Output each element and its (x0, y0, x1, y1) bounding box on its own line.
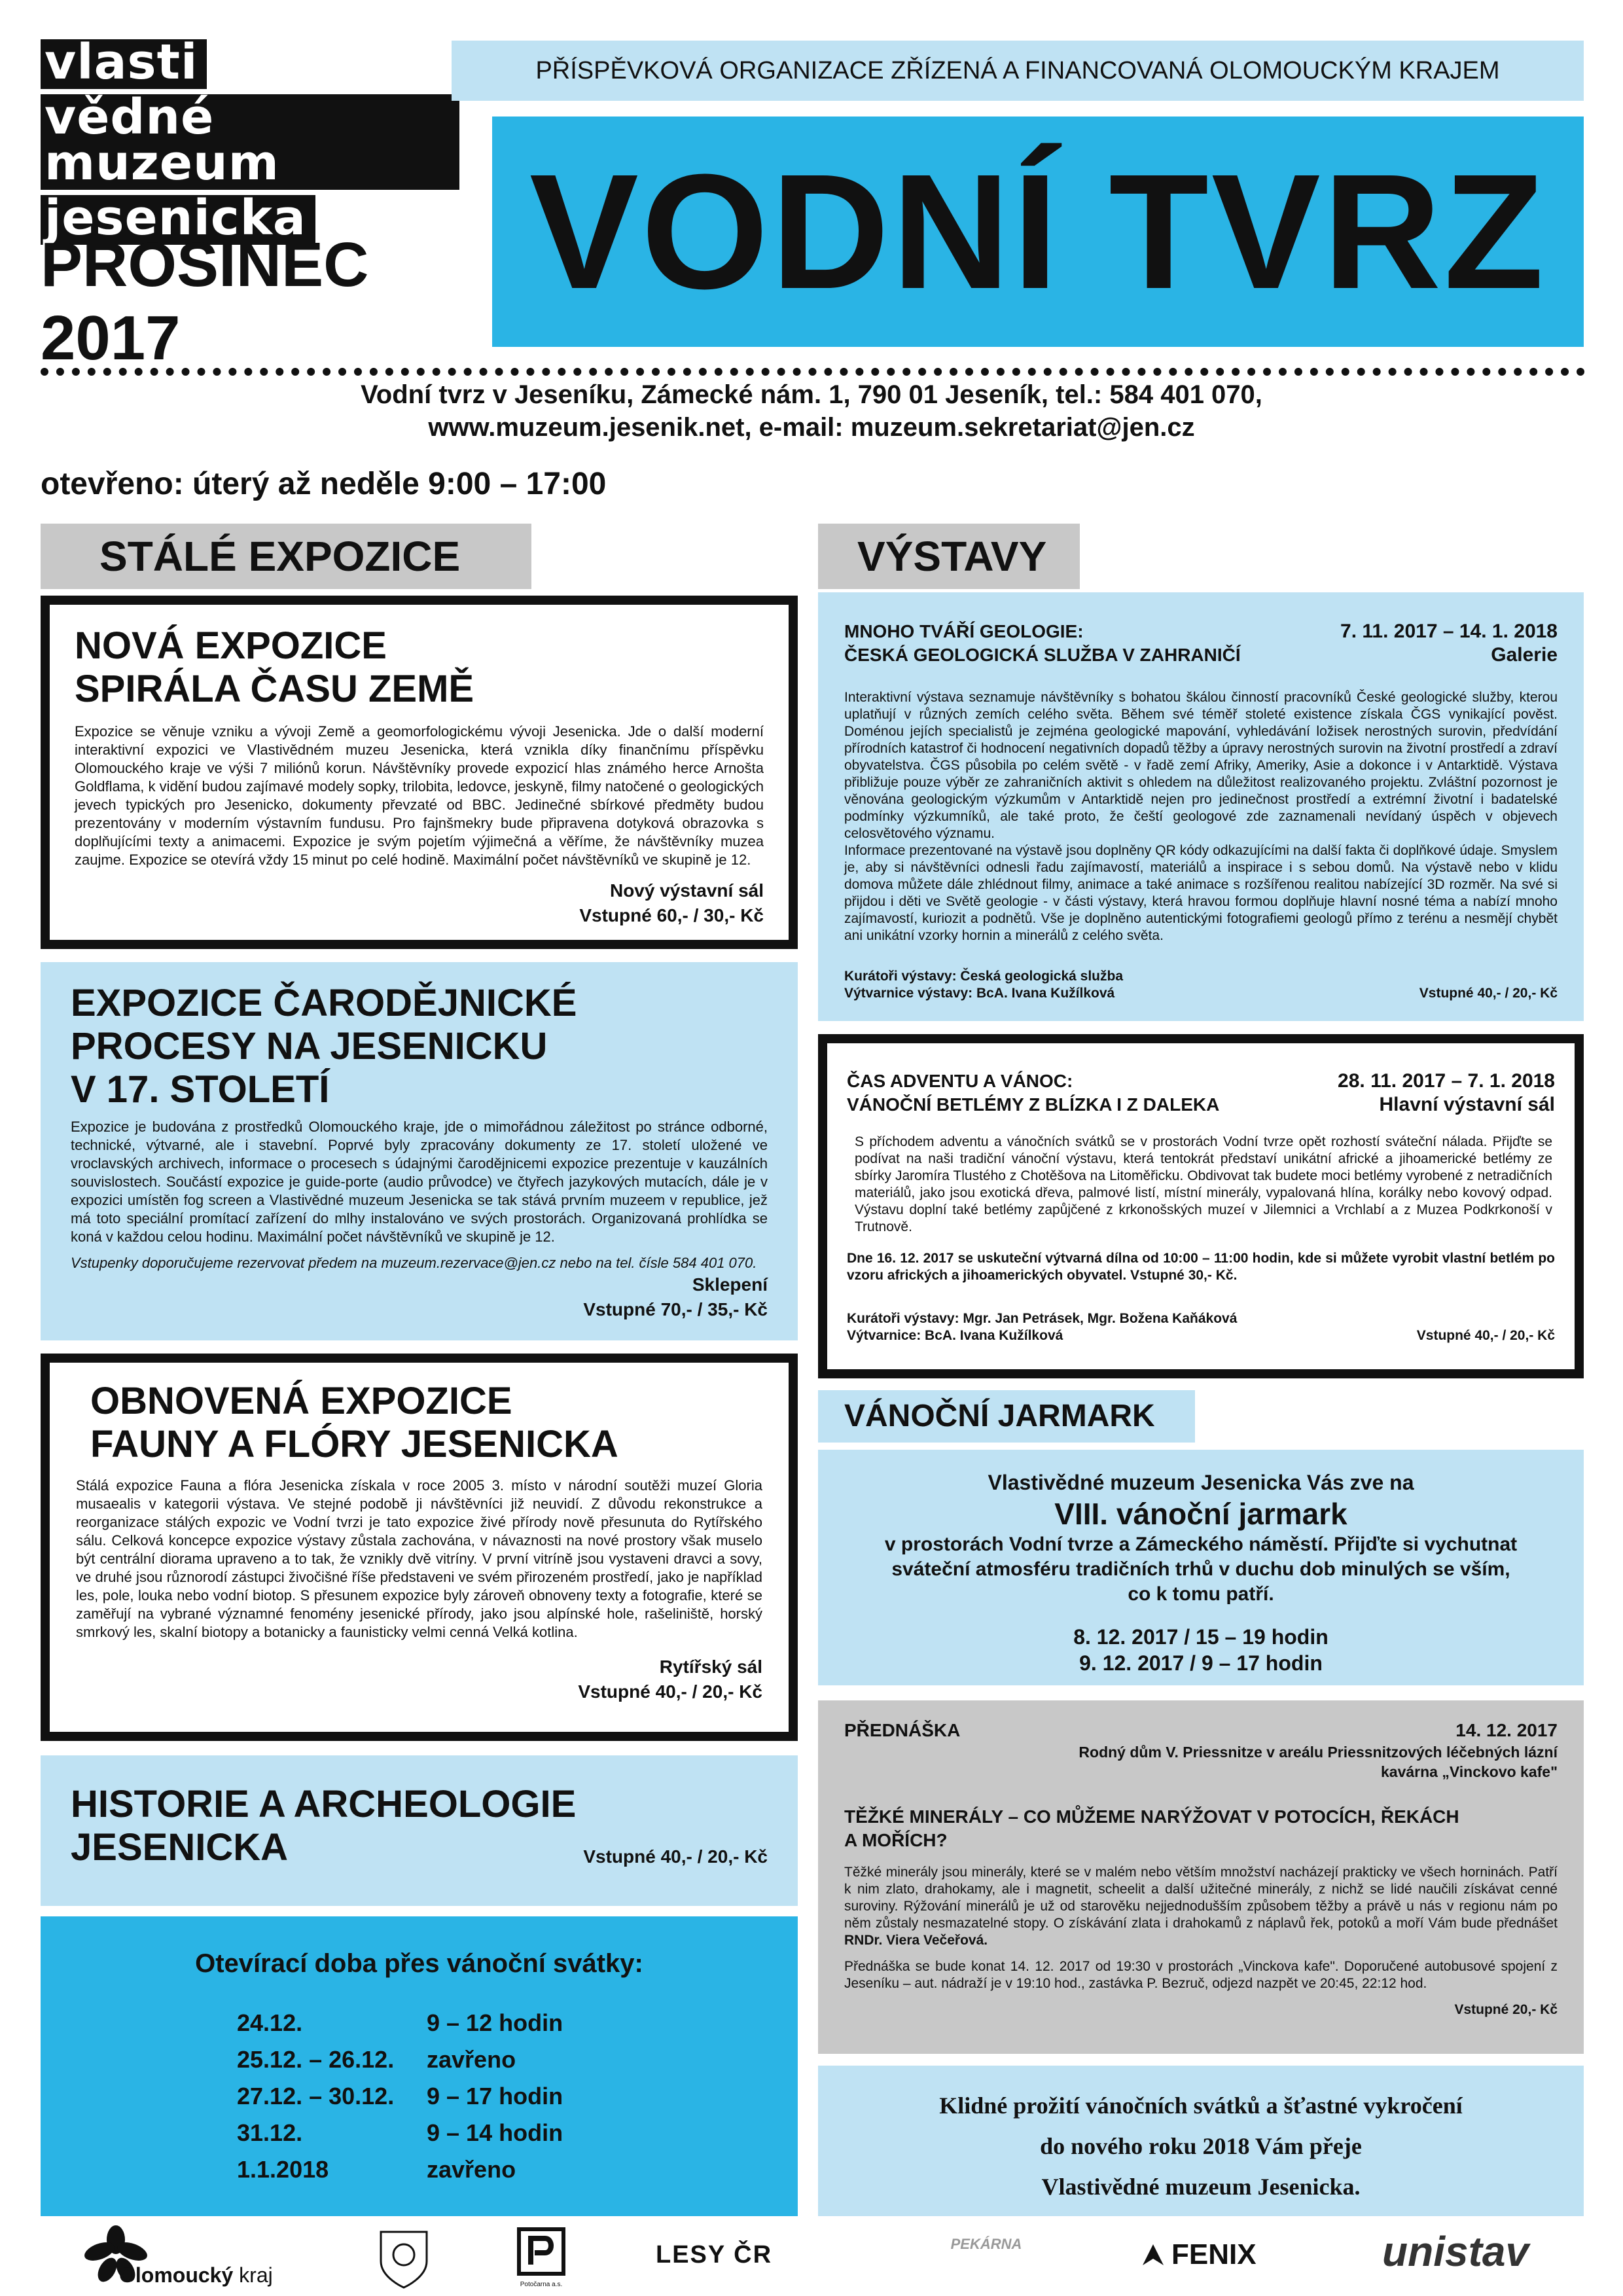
logo-line-2: vědné muzeum (41, 94, 459, 190)
greeting (818, 2066, 1584, 2216)
exhibition-text: Interaktivní výstava seznamuje návštěvníky s bohatou škálou činností pracovníků České geologické služby, kterou uplatňují v různých zemích celého světa. Během své téměř stoleté existence získala ČGS vynikající pověst. Doménou jejích specialistů je zejména geologické mapování, vyhledávání ložisek nerostných surovin, předvídání přírodních katastrof či hodnocení negativních dopadů těžby a úpravy nerostných surovin na životní prostředí a zdraví obyvatelstva. ČGS působila po celém světě - v řadě zemí Afriky, Ameriky, Asie a dokonce i v Antarktidě. Výstava přibližuje pouze výběr ze zahraničních aktivit s ohledem na důležitost realizovaného projektu. Zvláštní pozornost je věnována geologickým výzkumům v Antarktidě nejen pro jedinečnost prostředí a extrémní životní i badatelské podmínky výzkumníků, ale také proto, že čeští geologové zde zaznamenali nevídaný úspěch v objevech celosvětového významu. (844, 690, 1558, 841)
holiday-row: 31.12. 9 – 14 hodin (237, 2119, 563, 2146)
market-invite: Vlastivědné muzeum Jesenicka Vás zve na (988, 1471, 1414, 1494)
lecture-venue: kavárna „Vinckovo kafe" (1380, 1763, 1558, 1780)
exhibition-dates: 28. 11. 2017 – 7. 1. 2018 (1338, 1070, 1555, 1092)
sponsor-olomoucky-kraj (80, 2222, 355, 2287)
exhibition-artist: Výtvarnice výstavy: BcA. Ivana Kužílková (844, 986, 1115, 1001)
exhibit-title: SPIRÁLA ČASU ZEMĚ (75, 668, 474, 710)
sponsor-selska-pekarna: PEKÁRNA (950, 2236, 1022, 2252)
exhibit-title: PROCESY NA JESENICKU (71, 1025, 548, 1067)
pek-icon (515, 2225, 567, 2278)
year-label: 2017 (41, 303, 181, 373)
sponsor-bar (41, 2222, 1585, 2294)
exhibit-text: Stálá expozice Fauna a flóra Jesenicka získala v roce 2005 3. místo v národní soutěži muzeí Gloria musaealis v kategorii výstava. Ve stejné podobě ji návštěvníci již neuvidí. Z důvodu rekonstrukce a reorganizace stálých expozic ve Vodní tvrzi je tato expozice živé přírody nově přesunuta do Rytířského sálu. Celková koncepce expozice výstavy zůstala zachována, v návaznosti na nové prostory však muselo být centrální diorama upraveno a to tak, že vznikly dvě vitríny. V první vitríně jsou vystaveni dravci a sovy, ve druhé jsou různorodí zástupci živočišné říše představeni ve svém přirozeném prostředí, jako je například les, pole, louka nebo vodní biotop. S přesunem expozice byly zároveň obnoveny texty a fotografie, které se zaměřují na vybrané významné fenomény jesenické přírody, jako jsou alpínské hole, rašeliniště, horský smrkový les, skalní biotopy a botanicky a faunisticky velmi cenná Velká kotlina. (76, 1477, 762, 1640)
market-date: 9. 12. 2017 / 9 – 17 hodin (1079, 1651, 1323, 1675)
sponsor-fenix: FENIX (1140, 2235, 1257, 2274)
lecture-price: Vstupné 20,- Kč (1454, 2002, 1558, 2017)
sponsor-name: Potočarna a.s. (520, 2281, 563, 2288)
exhibition-place: Hlavní výstavní sál (1379, 1094, 1555, 1115)
exhibit-history (41, 1755, 798, 1906)
exhibit-title: OBNOVENÁ EXPOZICE (90, 1380, 512, 1422)
exhibit-witch-trials (41, 962, 798, 1340)
museum-logo (41, 34, 459, 246)
sponsor-name: kraj (239, 2263, 273, 2287)
month-label: PROSINEC (41, 230, 369, 300)
greeting-line: do nového roku 2018 Vám přeje (1040, 2133, 1362, 2159)
exhibition-artist: Výtvarnice: BcA. Ivana Kužílková (847, 1328, 1063, 1343)
logo-line-3: jesenicka (41, 195, 315, 245)
greeting-line: Klidné prožití vánočních svátků a šťastné vykročení (939, 2092, 1463, 2119)
exhibit-title: EXPOZICE ČARODĚJNICKÉ (71, 982, 577, 1024)
exhibit-fauna-flora (41, 1354, 798, 1741)
holiday-row: 24.12. 9 – 12 hodin (237, 2009, 563, 2036)
exhibition-text: Informace prezentované na výstavě jsou doplněny QR kódy odkazujícími na další fakta či doplňkové údaje. Smyslem je, aby si návštěvníci odnesli řadu zajímavostí, materiálů a inspirace i s sebou domů. Na výstavě nebo v klidu domova můžete dále zhlédnout filmy, animace a také animace s rozšířenou realitou nabízející 3D rozměr. Na své si přijdou i děti ve Světě geologie - v části výstavy, která hravou formou doplňuje hlavní nosné téma a nabízí mnoho zajímavostí, kuriozit a podnětů. Vše je doplněno autentickými fotografiemi geologů přímo z terénu a nesmějí chybět ani unikátní vzorky hornin a minerálů z celého světa. (844, 843, 1558, 943)
opening-hours: otevřeno: úterý až neděle 9:00 – 17:00 (41, 467, 607, 501)
lecture-speaker: RNDr. Viera Večeřová. (844, 1933, 988, 1948)
fenix-icon (1140, 2242, 1166, 2268)
market-text: co k tomu patří. (1128, 1583, 1274, 1605)
address-line-1: Vodní tvrz v Jeseníku, Zámecké nám. 1, 790 01 Jeseník, tel.: 584 401 070, (361, 380, 1262, 409)
holiday-row: 1.1.2018 zavřeno (237, 2156, 516, 2183)
exhibit-price: Vstupné 70,- / 35,- Kč (583, 1299, 768, 1319)
exhibition-title: VÁNOČNÍ BETLÉMY Z BLÍZKA I Z DALEKA (847, 1094, 1220, 1115)
exhibition-price: Vstupné 40,- / 20,- Kč (1416, 1328, 1555, 1343)
exhibit-price: Vstupné 60,- / 30,- Kč (579, 905, 764, 925)
exhibition-curators: Kurátoři výstavy: Mgr. Jan Petrásek, Mgr. Božena Kaňáková (847, 1311, 1238, 1326)
holiday-hours (41, 1916, 798, 2216)
sponsor-unistav: unistav (1382, 2228, 1529, 2275)
market-heading: VÁNOČNÍ JARMARK (818, 1390, 1195, 1443)
sponsor-name: Olomoucký (119, 2263, 234, 2287)
lecture-text: Těžké minerály jsou minerály, které se v malém nebo větším množství nacházejí prakticky ve všech horninách. Patří k nim zlato, drahokamy, ale i magnetit, scheelit a další užitečné minerály, z nichž se lidé naučili získávat cenné suroviny. Rýžování minerálů je už od starověku nejjednodušším způsobem těžby a právě u nás v regionu nám po něm zůstaly nesmazatelné stopy. O získávání zlata i drahokamů z náplavů řek, potoků a moří Vám bude přednášet RNDr. Viera Večeřová. (844, 1865, 1558, 1948)
page-title: VODNÍ TVRZ (529, 140, 1546, 323)
market-title: VIII. vánoční jarmark (1054, 1497, 1347, 1531)
christmas-market (818, 1450, 1584, 1685)
title-box (492, 117, 1584, 347)
reservation-note: Vstupenky doporučujeme rezervovat předem na muzeum.rezervace@jen.cz nebo na tel. čísle 584 401 070. (71, 1255, 757, 1271)
exhibition-dates: 7. 11. 2017 – 14. 1. 2018 (1340, 620, 1558, 642)
sponsor-lesy-cr: LESY ČR (656, 2240, 773, 2269)
exhibit-place: Nový výstavní sál (609, 880, 764, 901)
exhibition-title: MNOHO TVÁŘÍ GEOLOGIE: (844, 621, 1084, 641)
exhibit-text: Expozice je budována z prostředků Olomouckého kraje, jde o mimořádnou záležitost po stránce odborné, technické, výtvarné, ale i stavební. Poprvé byly zpracovány dokumenty ze 17. století uložené ve vroclavských archivech, informace o procesech s údajnými čarodějnicemi expozice prezentuje v kauzálních souvislostech. Součástí expozice je guide-porte (audio průvodce) ve čtyřech jazykových mutacích, dále je v expozici umístěn fog screen a Vlastivědné muzeum Jesenicka se tak stává prvním muzeem v republice, jež má toto speciální promítací zařízení do mlhy instalováno ve svých prostorách. Organizovaná prohlídka se koná v každou celou hodinu. Maximální počet návštěvníků ve skupině je 12. (71, 1119, 768, 1245)
workshop-note: Dne 16. 12. 2017 se uskuteční výtvarná dílna od 10:00 – 11:00 hodin, kde si můžete vyrobit vlastní betlém po vzoru afrických a jihoamerických obyvatel. Vstupné 30,- Kč. (847, 1251, 1555, 1283)
exhibitions-heading: VÝSTAVY (818, 524, 1080, 589)
exhibition-title: ČESKÁ GEOLOGICKÁ SLUŽBA V ZAHRANIČÍ (844, 645, 1241, 665)
exhibit-title: NOVÁ EXPOZICE (75, 624, 387, 667)
logo-line-1: vlasti (41, 39, 207, 89)
dotted-divider (41, 368, 1585, 376)
exhibit-place: Rytířský sál (659, 1657, 762, 1677)
exhibit-title: FAUNY A FLÓRY JESENICKA (90, 1423, 618, 1465)
exhibition-curators: Kurátoři výstavy: Česká geologická služba (844, 969, 1123, 984)
exhibit-price: Vstupné 40,- / 20,- Kč (578, 1681, 762, 1702)
sponsor-pek-logo (502, 2225, 580, 2288)
holiday-row: 27.12. – 30.12. 9 – 17 hodin (237, 2083, 563, 2109)
exhibition-price: Vstupné 40,- / 20,- Kč (1419, 986, 1558, 1001)
exhibition-text: S příchodem adventu a vánočních svátků se v prostorách Vodní tvrze opět rozhostí sváteční nálada. Přijďte se podívat na naši tradiční vánoční výstavu, která tentokrát představí unikátní africké a jihoamerické betlémy ze sbírky Jaromíra Tlustého z Chotěšova na Litoměřicku. Obdivovat tak budete moci betlémy vyrobené z netradičních materiálů, jako jsou exotická dřeva, palmové listí, místní minerály, vypalovaná hlína, korálky nebo kovový odpad. Výstavu doplní také betlémy zapůjčené z krkonošských muzeí v Jilemnici a Vrchlabí a z Muzea Podkrkonoší v Trutnově. (855, 1134, 1552, 1234)
market-date: 8. 12. 2017 / 15 – 19 hodin (1073, 1625, 1329, 1649)
exhibit-spiral (41, 596, 798, 949)
exhibit-title: HISTORIE A ARCHEOLOGIE (71, 1783, 577, 1825)
lecture-info: Přednáška se bude konat 14. 12. 2017 od 19:30 v prostorách „Vinckova kafe". Doporučené autobusové spojení z Jeseníku – aut. nádraží je v 19:10 hod., zastávka P. Bezruč, odjezd nazpět ve 20:45, 22:12 hod. (844, 1959, 1558, 1991)
lecture (818, 1700, 1584, 2054)
lecture-venue: Rodný dům V. Priessnitze v areálu Priessnitzových léčebných lázní (1079, 1744, 1558, 1761)
address-line-2: www.muzeum.jesenik.net, e-mail: muzeum.sekretariat@jen.cz (428, 413, 1195, 442)
lecture-title: A MOŘÍCH? (844, 1830, 948, 1850)
exhibit-price: Vstupné 40,- / 20,- Kč (583, 1846, 768, 1867)
exhibition-advent (818, 1034, 1584, 1378)
lecture-title: TĚŽKÉ MINERÁLY – CO MŮŽEME NARÝŽOVAT V POTOCÍCH, ŘEKÁCH (844, 1806, 1459, 1827)
lecture-label: PŘEDNÁŠKA (844, 1720, 961, 1740)
greeting-line: Vlastivědné muzeum Jesenicka. (1041, 2174, 1361, 2200)
exhibit-text: Expozice se věnuje vzniku a vývoji Země a geomorfologickému vývoji Jesenicka. Jde o další moderní interaktivní expozici ve Vlastivědném muzeu Jesenicka, která vznikla díky finančnímu příspěvku Olomouckého kraje ve výši 7 miliónů korun. Návštěvníky provede expozicí hlas známého herce Arnošta Goldflama, k vidění budou zajímavé modely sopky, trilobita, ledovce, jeskyně, filmy natočené o geologických jevech typických pro Jesenicko, dokumenty převzaté od BBC. Jedinečné sbírkové předměty budou prezentovány v moderním výstavním fundusu. Pro fajnšmekry bude připravena dotyková obrazovka s doplňujícími texty a animacemi. Expozice je svým pojetím výjimečná a věříme, že návštěvníky muzea zaujme. Expozice se otevírá vždy 15 minut po celé hodině. Maximální počet návštěvníků ve skupině je 12. (75, 723, 764, 868)
market-text: v prostorách Vodní tvrze a Zámeckého náměstí. Přijďte si vychutnat (884, 1534, 1518, 1555)
exhibit-title: JESENICKA (71, 1826, 288, 1869)
exhibition-title: ČAS ADVENTU A VÁNOC: (847, 1071, 1073, 1091)
exhibit-place: Sklepení (692, 1274, 768, 1295)
holiday-title: Otevírací doba přes vánoční svátky: (195, 1949, 643, 1978)
permanent-heading: STÁLÉ EXPOZICE (41, 524, 531, 589)
exhibit-title: V 17. STOLETÍ (71, 1068, 330, 1111)
exhibition-geology (818, 592, 1584, 1021)
lecture-date: 14. 12. 2017 (1455, 1720, 1558, 1740)
holiday-row: 25.12. – 26.12. zavřeno (237, 2046, 516, 2073)
organization-banner: PŘÍSPĚVKOVÁ ORGANIZACE ZŘÍZENÁ A FINANCOVANÁ OLOMOUCKÝM KRAJEM (452, 41, 1584, 101)
exhibition-place: Galerie (1491, 644, 1558, 666)
coat-of-arms-icon (374, 2225, 433, 2294)
market-text: sváteční atmosféru tradičních trhů v duchu dob minulých se vším, (891, 1558, 1510, 1580)
